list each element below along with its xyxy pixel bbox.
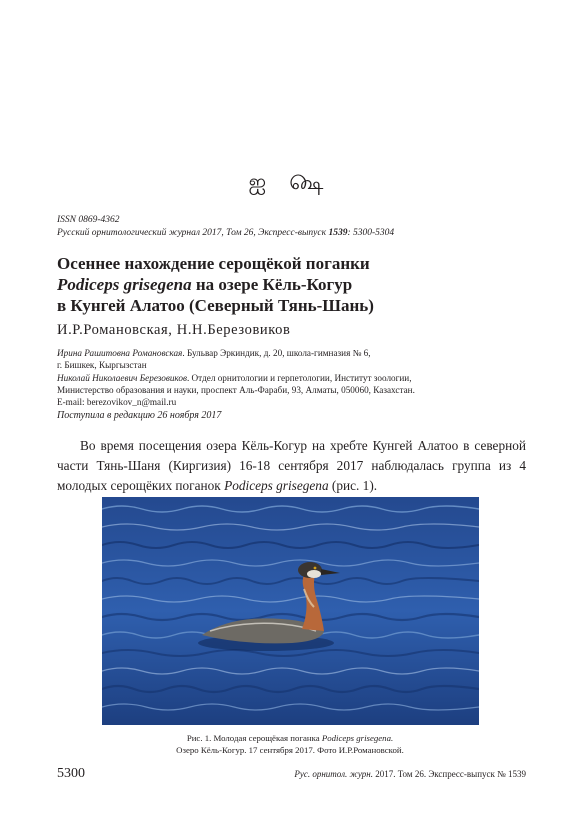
grebe-photo-image (102, 497, 479, 725)
article-title (57, 253, 527, 316)
caption-line-1 (0, 732, 580, 744)
affiliation-1-city: г. Бишкек, Кыргызстан (57, 360, 147, 371)
header-meta (57, 214, 394, 240)
page-range: : 5300-5304 (347, 228, 395, 238)
caption-prefix: Рис. 1. Молодая серощёкая поганка (186, 733, 322, 743)
issue-number: 1539 (328, 228, 348, 238)
caption-species: Podiceps grisegena. (321, 733, 394, 743)
title-species: Podiceps grisegena (57, 275, 192, 294)
figure-caption (0, 732, 580, 756)
affiliation-2-email: E-mail: berezovikov_n@mail.ru (57, 397, 177, 408)
paragraph-text: Во время посещения озера Кёль-Когур на хребте Кунгей Алатоо в северной части Тянь-Шаня (Киргизия) 16-18 сентября 2017 наблюдалась группа из 4 молодых серощёких поганок (57, 438, 526, 493)
issn: ISSN 0869-4362 (57, 215, 120, 225)
journal-citation (57, 227, 394, 240)
caption-line-2: Озеро Кёль-Когур. 17 сентября 2017. Фото И.Р.Романовской. (176, 745, 404, 755)
running-journal: Рус. орнитол. журн. (294, 769, 373, 779)
running-footer (294, 769, 526, 779)
paragraph-text-end: (рис. 1). (328, 478, 378, 493)
title-line-2 (57, 274, 527, 295)
journal-name: Русский орнитологический журнал 2017, Том 26, Экспресс-выпуск (57, 228, 329, 238)
paragraph-species: Podiceps grisegena (224, 478, 329, 493)
figure-photo (102, 497, 479, 725)
affiliation-1-text: . Бульвар Эркиндик, д. 20, школа-гимназия № 6, (182, 348, 371, 358)
affiliation-2 (57, 372, 517, 384)
affiliations (57, 347, 517, 408)
received-date: Поступила в редакцию 26 ноября 2017 (57, 410, 222, 421)
section-ornament: ஐ ௸ (248, 170, 332, 195)
affiliation-2-cont: Министерство образования и науки, проспект Аль-Фараби, 93, Алматы, 050060, Казахстан. (57, 384, 415, 395)
affiliation-2-text: . Отдел орнитологии и герпетологии, Институт зоологии, (186, 372, 412, 383)
affiliation-2-name: Николай Николаевич Березовиков (57, 372, 187, 383)
affiliation-1 (57, 347, 517, 359)
page-number: 5300 (57, 766, 85, 781)
body-paragraph (57, 436, 526, 496)
title-line-3: в Кунгей Алатоо (Северный Тянь-Шань) (57, 296, 374, 315)
authors: И.Р.Романовская, Н.Н.Березовиков (57, 322, 291, 338)
title-line-2-rest: на озере Кёль-Когур (191, 275, 353, 294)
title-line-1: Осеннее нахождение серощёкой поганки (57, 254, 370, 273)
running-rest: 2017. Том 26. Экспресс-выпуск № 1539 (372, 769, 526, 779)
affiliation-1-name: Ирина Рашитовна Романовская (57, 348, 183, 358)
